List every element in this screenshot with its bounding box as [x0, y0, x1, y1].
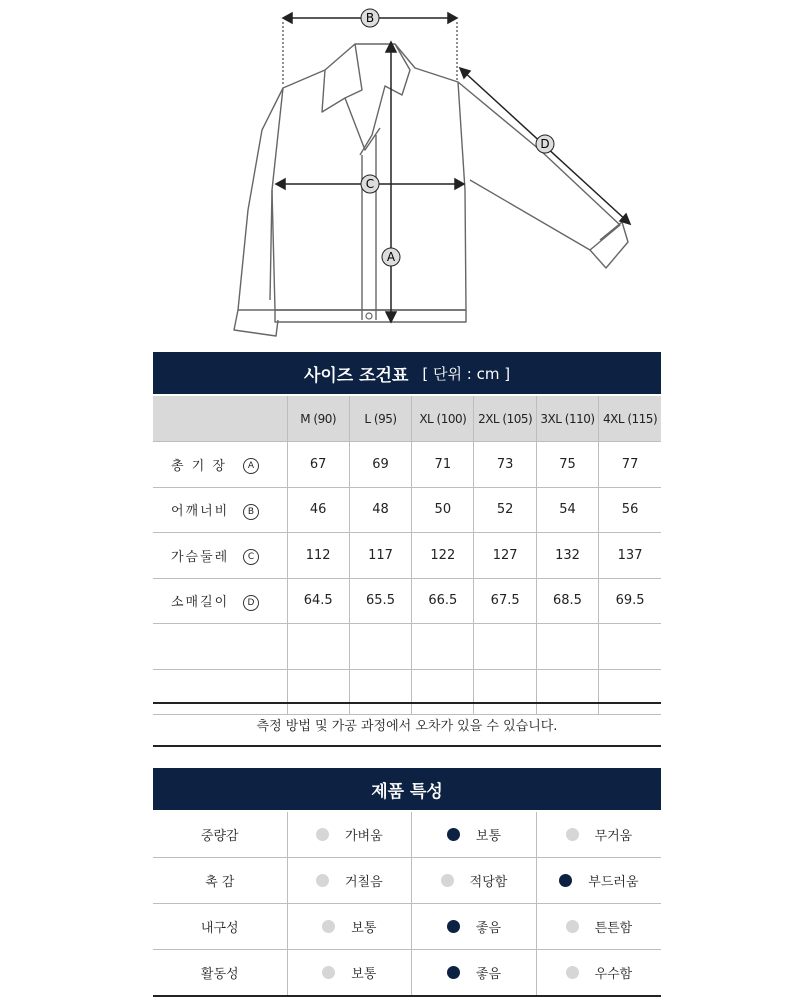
- unselected-dot-icon: [322, 966, 335, 979]
- feature-option: [412, 812, 537, 858]
- empty-cell: [287, 624, 349, 670]
- unselected-dot-icon: [566, 966, 579, 979]
- size-value: 117: [349, 533, 411, 579]
- selected-dot-icon: [447, 828, 460, 841]
- size-value: 50: [412, 487, 474, 533]
- feature-label: 중량감: [153, 812, 287, 858]
- size-value: 73: [474, 442, 536, 488]
- size-value: 132: [536, 533, 598, 579]
- feature-option-label: 가벼움: [344, 828, 383, 844]
- unselected-dot-icon: [566, 920, 579, 933]
- jacket-diagram: [0, 0, 800, 345]
- size-value: 112: [287, 533, 349, 579]
- empty-cell: [536, 624, 598, 670]
- size-value: 68.5: [536, 578, 598, 624]
- selected-dot-icon: [447, 920, 460, 933]
- feature-option: [412, 950, 537, 997]
- size-row: [153, 578, 661, 624]
- measure-marker: D: [243, 595, 259, 611]
- size-value: 69.5: [599, 578, 661, 624]
- selected-dot-icon: [559, 874, 572, 887]
- size-value: 56: [599, 487, 661, 533]
- size-value: 71: [412, 442, 474, 488]
- measurement-note: 측정 방법 및 가공 과정에서 오차가 있을 수 있습니다.: [153, 702, 661, 747]
- size-chart-title: 사이즈 조건표: [303, 365, 409, 386]
- measure-label: 소매길이 D: [153, 578, 287, 624]
- feature-option: [287, 858, 412, 904]
- size-value: 137: [599, 533, 661, 579]
- measure-label: 어깨너비 B: [153, 487, 287, 533]
- feature-option-label: 무거움: [594, 828, 633, 844]
- size-row: [153, 533, 661, 579]
- feature-option-label: 좋음: [475, 966, 502, 982]
- feature-option: [536, 858, 661, 904]
- size-row: [153, 442, 661, 488]
- feature-option: [536, 812, 661, 858]
- size-col: M (90): [287, 396, 349, 442]
- empty-cell: [599, 624, 661, 670]
- size-value: 127: [474, 533, 536, 579]
- label-c: C: [365, 177, 375, 191]
- feature-label: 내구성: [153, 904, 287, 950]
- feature-option-label: 우수함: [594, 966, 633, 982]
- feature-option-label: 튼튼함: [594, 920, 633, 936]
- size-value: 65.5: [349, 578, 411, 624]
- unselected-dot-icon: [566, 828, 579, 841]
- feature-option-label: 보통: [475, 828, 502, 844]
- size-col: XL (100): [412, 396, 474, 442]
- feature-row: [153, 812, 661, 858]
- features-title: 제품 특성: [371, 781, 443, 802]
- measure-marker: C: [243, 549, 259, 565]
- size-value: 52: [474, 487, 536, 533]
- measure-marker: A: [243, 458, 259, 474]
- size-col: 2XL (105): [474, 396, 536, 442]
- size-value: 64.5: [287, 578, 349, 624]
- feature-option: [287, 812, 412, 858]
- feature-option: [287, 950, 412, 997]
- label-a: A: [386, 250, 396, 264]
- features-table: [153, 812, 661, 997]
- features-header: [153, 768, 661, 810]
- empty-cell: [153, 624, 287, 670]
- size-col: L (95): [349, 396, 411, 442]
- label-b: B: [365, 11, 375, 25]
- feature-option-label: 부드러움: [588, 874, 639, 890]
- size-value: 67.5: [474, 578, 536, 624]
- feature-row: [153, 950, 661, 997]
- feature-option: [287, 904, 412, 950]
- header-empty: [153, 396, 287, 442]
- empty-cell: [412, 624, 474, 670]
- measure-marker: B: [243, 504, 259, 520]
- size-header-row: [153, 396, 661, 442]
- unselected-dot-icon: [441, 874, 454, 887]
- feature-option: [536, 950, 661, 997]
- feature-option-label: 거칠음: [344, 874, 383, 890]
- feature-option-label: 좋음: [475, 920, 502, 936]
- size-value: 77: [599, 442, 661, 488]
- feature-label: 활동성: [153, 950, 287, 997]
- measure-label: 총 기 장 A: [153, 442, 287, 488]
- feature-option: [536, 904, 661, 950]
- unselected-dot-icon: [316, 828, 329, 841]
- size-col: 3XL (110): [536, 396, 598, 442]
- size-chart-unit: [ 단위 : cm ]: [422, 364, 511, 383]
- size-value: 54: [536, 487, 598, 533]
- unselected-dot-icon: [322, 920, 335, 933]
- size-row-empty: [153, 624, 661, 670]
- size-value: 46: [287, 487, 349, 533]
- size-value: 48: [349, 487, 411, 533]
- size-row: [153, 487, 661, 533]
- empty-cell: [474, 624, 536, 670]
- feature-option: [412, 904, 537, 950]
- size-value: 122: [412, 533, 474, 579]
- measure-label: 가슴둘레 C: [153, 533, 287, 579]
- feature-row: [153, 904, 661, 950]
- feature-option-label: 보통: [351, 920, 377, 936]
- feature-row: [153, 858, 661, 904]
- size-value: 75: [536, 442, 598, 488]
- size-value: 69: [349, 442, 411, 488]
- label-d: D: [540, 137, 550, 151]
- unselected-dot-icon: [316, 874, 329, 887]
- feature-label: 촉 감: [153, 858, 287, 904]
- size-value: 67: [287, 442, 349, 488]
- feature-option-label: 보통: [351, 966, 377, 982]
- empty-cell: [349, 624, 411, 670]
- size-value: 66.5: [412, 578, 474, 624]
- size-chart-header: [153, 352, 661, 394]
- size-col: 4XL (115): [599, 396, 661, 442]
- feature-option-label: 적당함: [469, 874, 508, 890]
- feature-option: [412, 858, 537, 904]
- selected-dot-icon: [447, 966, 460, 979]
- size-table: [153, 396, 661, 715]
